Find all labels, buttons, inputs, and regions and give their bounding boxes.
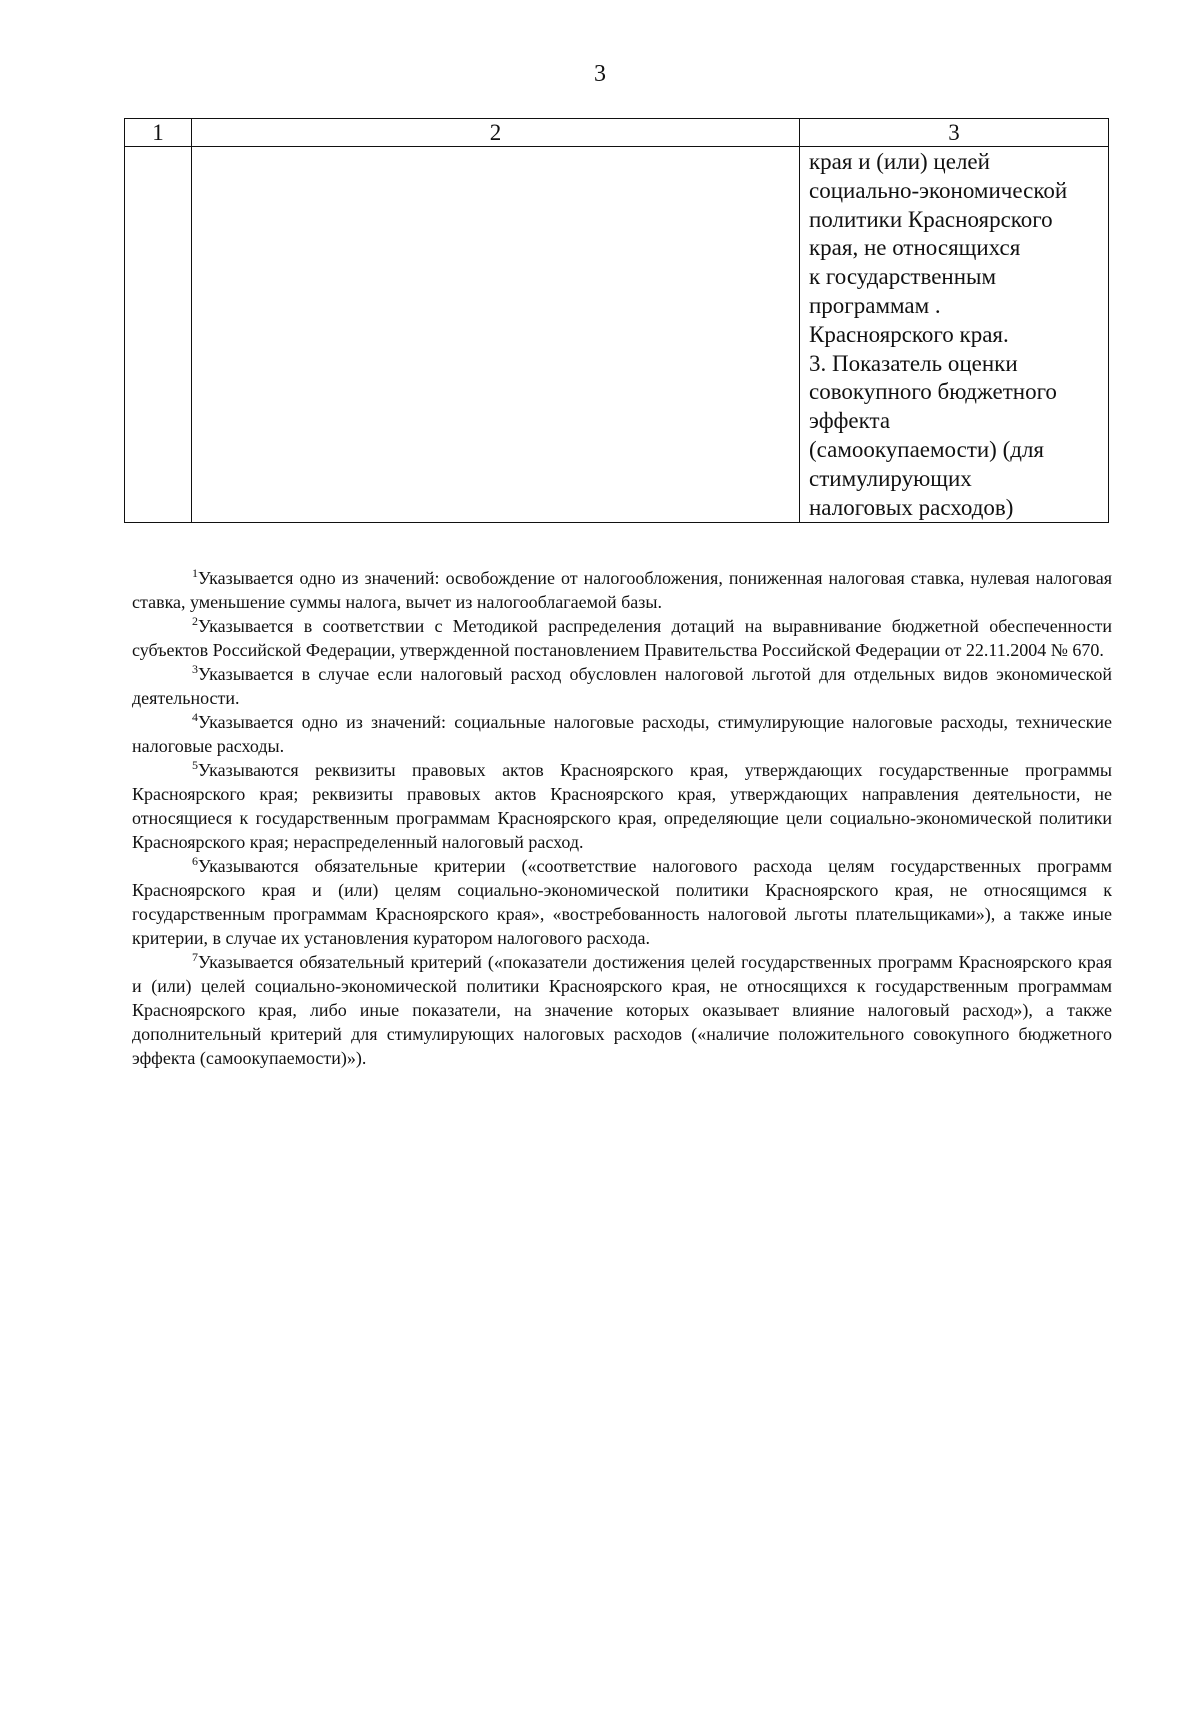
footnote-marker: 7 — [192, 950, 198, 964]
page-number: 3 — [594, 61, 606, 87]
footnote — [132, 950, 1112, 1070]
footnote — [132, 614, 1112, 662]
footnote — [132, 566, 1112, 614]
footnote-text: Указывается обязательный критерий («показатели достижения целей государственных программ Красноярского края и (или) целей социально-экономической политики Красноярского края, не относящихся к государственным программам Красноярского края, либо иные показатели, на значение которых оказывает влияние налоговый расход»), а также дополнительный критерий для стимулирующих налоговых расходов («наличие положительного совокупного бюджетного эффекта (самоокупаемости)»). — [132, 952, 1112, 1068]
table-cell-col-3-line: края и (или) целей — [809, 149, 990, 174]
footnote-marker: 1 — [192, 566, 198, 580]
table-cell-col-3-line: Красноярского края. — [809, 321, 1009, 347]
table-cell-col-3-line: к государственным — [809, 264, 997, 290]
table-cell-col-3-line: края, не относящихся — [809, 235, 1021, 261]
table-cell-col-3-line: совокупного бюджетного — [809, 379, 1057, 405]
table-cell-col-3-line: политики Красноярского — [809, 206, 1053, 232]
table-cell-col-1 — [125, 147, 192, 523]
criteria-table — [124, 118, 1109, 523]
table-cell-col-3-line: (самоокупаемости) (для — [809, 436, 1045, 462]
footnote-marker: 6 — [192, 854, 198, 868]
footnote-text: Указывается одно из значений: социальные налоговые расходы, стимулирующие налоговые расходы, технические налоговые расходы. — [132, 712, 1112, 756]
footnote — [132, 854, 1112, 950]
footnote-marker: 5 — [192, 758, 198, 772]
footnote-marker: 4 — [192, 710, 198, 724]
footnote — [132, 662, 1112, 710]
footnote-text: Указывается в соответствии с Методикой распределения дотаций на выравнивание бюджетной обеспеченности субъектов Российской Федерации, утвержденной постановлением Правительства Российской Федерации от 22.11.2004 № 670. — [132, 616, 1112, 660]
table-cell-col-3-line: социально-экономической — [809, 177, 1068, 203]
table-row — [125, 147, 1109, 523]
table-cell-col-3-line: эффекта — [809, 408, 891, 434]
table-header-col-2: 2 — [192, 119, 800, 147]
table-cell-col-3-line: стимулирующих — [809, 465, 972, 491]
footnote-text: Указывается в случае если налоговый расход обусловлен налоговой льготой для отдельных видов экономической деятельности. — [132, 664, 1112, 708]
table-cell-col-3-line: программам . — [809, 292, 941, 318]
table-cell-col-3-line: налоговых расходов) — [809, 494, 1014, 520]
table-cell-col-3-line: 3. Показатель оценки — [809, 350, 1018, 376]
table-cell-col-3 — [800, 147, 1109, 523]
table-cell-col-3-text — [800, 147, 1108, 522]
table-header-col-3: 3 — [800, 119, 1109, 147]
footnote — [132, 758, 1112, 854]
table-header-col-1: 1 — [125, 119, 192, 147]
footnote-marker: 2 — [192, 614, 198, 628]
table-header-row — [125, 119, 1109, 147]
footnote-text: Указывается одно из значений: освобождение от налогообложения, пониженная налоговая ставка, нулевая налоговая ставка, уменьшение суммы налога, вычет из налогооблагаемой базы. — [132, 568, 1112, 612]
footnote — [132, 710, 1112, 758]
footnote-text: Указываются обязательные критерии («соответствие налогового расхода целям государственных программ Красноярского края и (или) целям социально-экономической политики Красноярского края, не относящимся к государственным программам Красноярского края», «востребованность налоговой льготы плательщиками»), а также иные критерии, в случае их установления куратором налогового расхода. — [132, 856, 1112, 948]
footnotes-section — [132, 566, 1112, 1070]
table-cell-col-2 — [192, 147, 800, 523]
footnote-text: Указываются реквизиты правовых актов Красноярского края, утверждающих государственные программы Красноярского края; реквизиты правовых актов Красноярского края, утверждающих направления деятельности, не относящиеся к государственным программам Красноярского края, определяющие цели социально-экономической политики Красноярского края; нераспределенный налоговый расход. — [132, 760, 1112, 852]
footnote-marker: 3 — [192, 662, 198, 676]
